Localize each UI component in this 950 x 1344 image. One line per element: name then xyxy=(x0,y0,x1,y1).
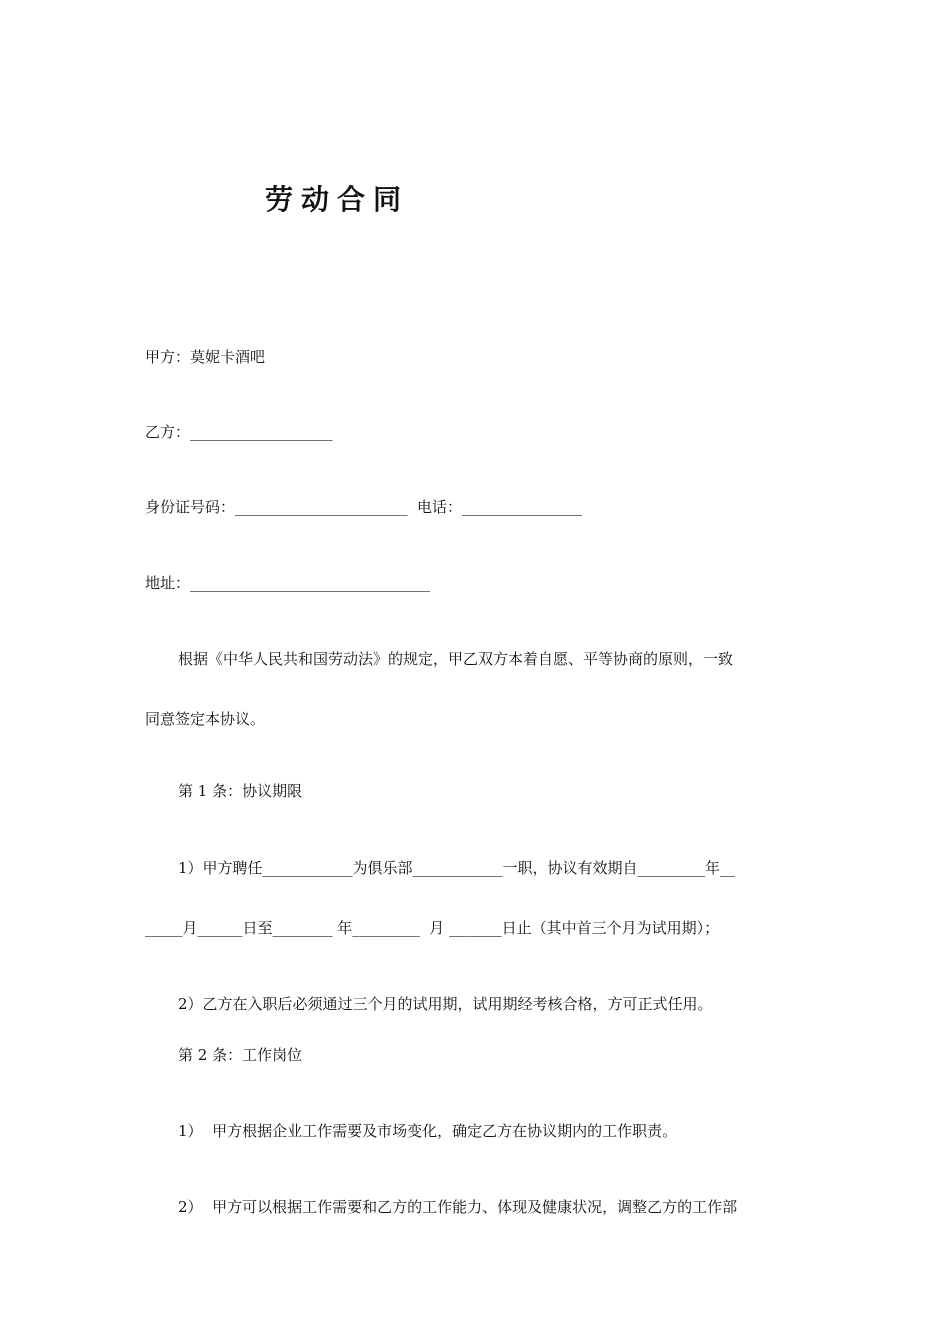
intro-paragraph-line-1: 根据《中华人民共和国劳动法》的规定，甲乙双方本着自愿、平等协商的原则，一致 xyxy=(178,650,734,668)
article-2-item-1: 1） 甲方根据企业工作需要及市场变化，确定乙方在协议期内的工作职责。 xyxy=(178,1122,678,1140)
address-line: 地址：________________________________ xyxy=(145,574,431,592)
article-2-item-2: 2） 甲方可以根据工作需要和乙方的工作能力、体现及健康状况，调整乙方的工作部 xyxy=(178,1198,738,1216)
intro-paragraph-line-2: 同意签定本协议。 xyxy=(145,710,266,728)
article-1-item-1-line-1: 1）甲方聘任____________为俱乐部____________一职，协议有效期自_________年__ xyxy=(178,859,736,877)
document-title: 劳动合同 xyxy=(265,183,410,216)
article-1-item-2: 2）乙方在入职后必须通过三个月的试用期，试用期经考核合格，方可正式任用。 xyxy=(178,995,713,1013)
party-a-line: 甲方：莫妮卡酒吧 xyxy=(145,348,266,366)
party-b-line: 乙方：___________________ xyxy=(145,423,333,441)
article-1-heading: 第 1 条：协议期限 xyxy=(178,782,303,800)
article-1-item-1-line-2: _____月______日至________ 年_________ 月 _______日止（其中首三个月为试用期）； xyxy=(145,919,720,937)
article-2-heading: 第 2 条：工作岗位 xyxy=(178,1046,303,1064)
id-phone-line: 身份证号码：_______________________ 电话：________________ xyxy=(145,498,583,516)
